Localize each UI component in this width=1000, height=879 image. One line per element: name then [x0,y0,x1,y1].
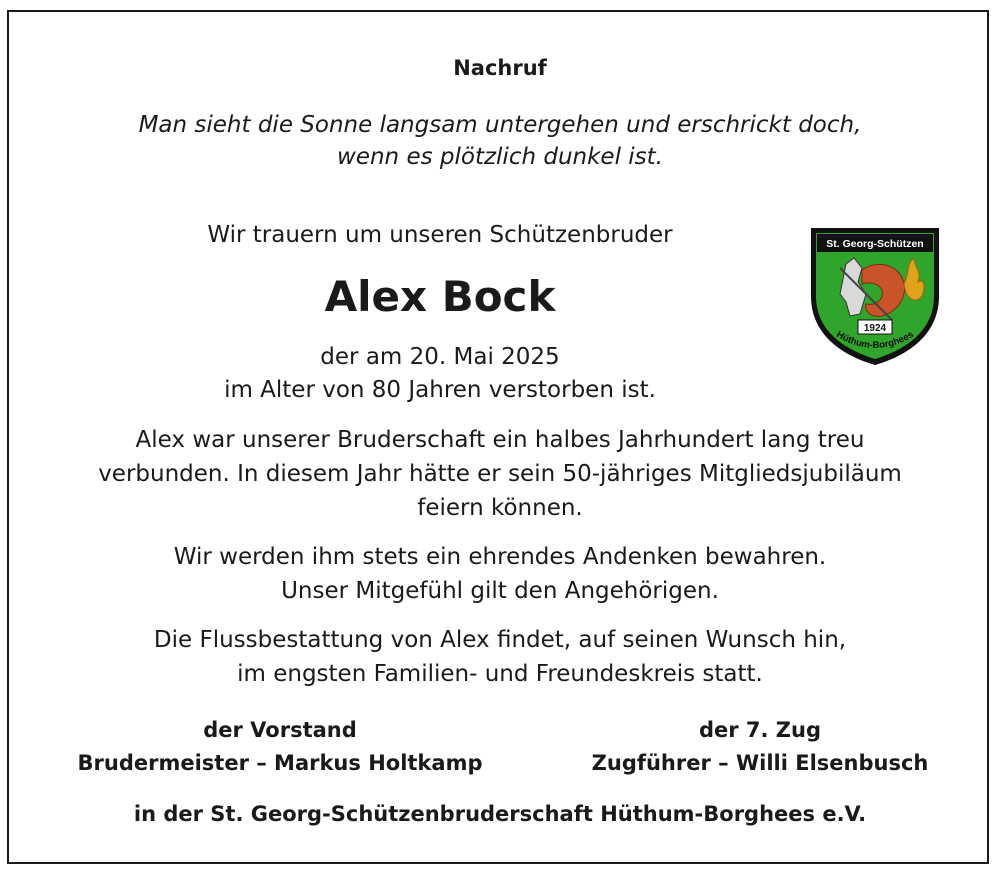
funeral-line-2: im engsten Familien- und Freundeskreis statt. [237,661,763,687]
tribute-line-3: feiern können. [417,495,583,521]
signature-left-name: Brudermeister – Markus Holtkamp [77,751,483,775]
signature-right-title: der 7. Zug [698,718,822,742]
quote-line-1: Man sieht die Sonne langsam untergehen und erschrickt doch, [138,112,862,138]
heading: Nachruf [453,56,547,80]
emblem-bottom-text: Hüthum-Borghees [834,329,916,352]
mourn-intro: Wir trauern um unseren Schützenbruder [207,222,673,248]
signature-left-title: der Vorstand [203,718,357,742]
remembrance-line-2: Unser Mitgefühl gilt den Angehörigen. [281,578,719,604]
remembrance-line-1: Wir werden ihm stets ein ehrendes Andenken bewahren. [173,544,827,570]
organization: in der St. Georg-Schützenbruderschaft Hüthum-Borghees e.V. [133,802,867,826]
signature-right-name: Zugführer – Willi Elsenbusch [591,751,929,775]
funeral-line-1: Die Flussbestattung von Alex findet, auf seinen Wunsch hin, [153,627,847,653]
emblem-top-text: St. Georg-Schützen [826,238,924,250]
quote-line-2: wenn es plötzlich dunkel ist. [337,144,663,170]
tribute-line-2: verbunden. In diesem Jahr hätte er sein 50-jähriges Mitgliedsjubiläum [98,461,902,487]
deceased-name: Alex Bock [324,272,556,321]
club-emblem [806,224,944,368]
death-line-2: im Alter von 80 Jahren verstorben ist. [224,377,656,403]
death-line-1: der am 20. Mai 2025 [320,344,560,370]
emblem-year: 1924 [863,323,887,334]
tribute-line-1: Alex war unserer Bruderschaft ein halbes Jahrhundert lang treu [135,427,865,453]
